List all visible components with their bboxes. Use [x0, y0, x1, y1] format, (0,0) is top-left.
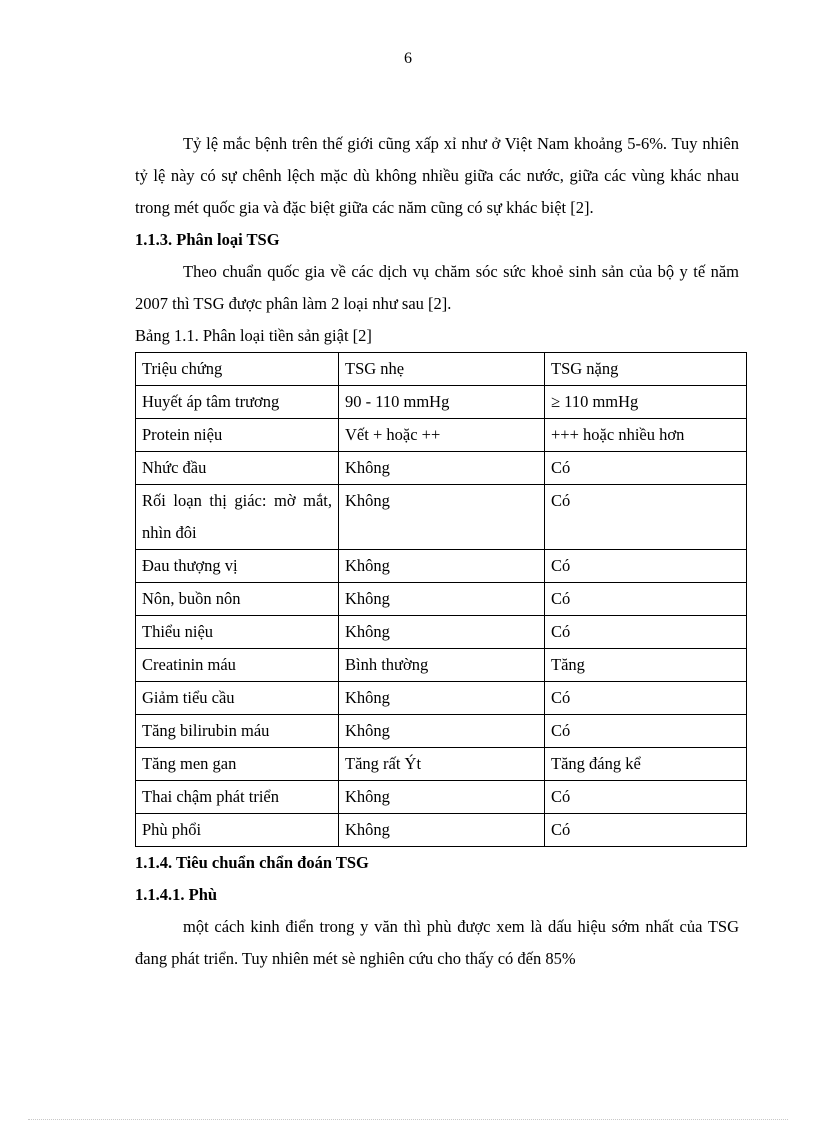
classification-paragraph: Theo chuẩn quốc gia về các dịch vụ chăm sóc sức khoẻ sinh sản của bộ y tế năm 2007 thì TSG được phân làm 2 loại như sau [2]. [135, 262, 739, 313]
table-row [136, 715, 747, 748]
cell-mild: Không [339, 550, 545, 583]
table-row [136, 682, 747, 715]
cell-severe: Có [545, 682, 747, 715]
table-row [136, 616, 747, 649]
cell-symptom: Giảm tiểu cầu [136, 682, 339, 715]
table-row [136, 419, 747, 452]
cell-mild: 90 - 110 mmHg [339, 386, 545, 419]
cell-severe: Có [545, 485, 747, 550]
edema-paragraph: một cách kinh điển trong y văn thì phù được xem là dấu hiệu sớm nhất của TSG đang phát triển. Tuy nhiên mét sè nghiên cứu cho thấy có đến 85% [135, 917, 739, 968]
cell-symptom: Thiểu niệu [136, 616, 339, 649]
cell-symptom: Phù phổi [136, 814, 339, 847]
cell-mild: Không [339, 682, 545, 715]
cell-severe: Có [545, 550, 747, 583]
section-heading-1-1-3: 1.1.3. Phân loại TSG [135, 230, 280, 249]
cell-mild: Không [339, 452, 545, 485]
cell-symptom: Nhức đầu [136, 452, 339, 485]
table-header-row [136, 353, 747, 386]
table-row [136, 386, 747, 419]
cell-severe: Tăng [545, 649, 747, 682]
tsg-classification-table [135, 352, 747, 847]
cell-severe: Tăng đáng kể [545, 748, 747, 781]
cell-mild: Không [339, 583, 545, 616]
cell-symptom: Creatinin máu [136, 649, 339, 682]
table-row [136, 485, 747, 550]
table-row [136, 748, 747, 781]
cell-mild: Tăng rất Ýt [339, 748, 545, 781]
cell-severe: Có [545, 715, 747, 748]
section-heading-1-1-4-1: 1.1.4.1. Phù [135, 885, 218, 904]
cell-mild: Không [339, 715, 545, 748]
cell-severe: Có [545, 583, 747, 616]
cell-mild: Không [339, 781, 545, 814]
cell-symptom: Nôn, buồn nôn [136, 583, 339, 616]
intro-paragraph: Tỷ lệ mắc bệnh trên thế giới cũng xấp xỉ như ở Việt Nam khoảng 5-6%. Tuy nhiên tỷ lệ này có sự chênh lệch mặc dù không nhiều giữa các nước, giữa các vùng khác nhau trong mét quốc gia và đặc biệt giữa các năm cũng có sự khác biệt [2]. [135, 134, 739, 217]
table-row [136, 583, 747, 616]
table-row [136, 649, 747, 682]
table-row [136, 781, 747, 814]
table-caption: Bảng 1.1. Phân loại tiền sản giật [2] [135, 326, 372, 345]
cell-symptom: Protein niệu [136, 419, 339, 452]
cell-mild: Bình thường [339, 649, 545, 682]
header-cell-mild: TSG nhẹ [339, 353, 545, 386]
cell-symptom: Huyết áp tâm trương [136, 386, 339, 419]
cell-mild: Không [339, 814, 545, 847]
header-cell-symptom: Triệu chứng [136, 353, 339, 386]
section-heading-1-1-4: 1.1.4. Tiêu chuẩn chẩn đoán TSG [135, 853, 369, 872]
header-cell-severe: TSG nặng [545, 353, 747, 386]
cell-symptom: Tăng men gan [136, 748, 339, 781]
cell-mild: Không [339, 616, 545, 649]
cell-symptom: Rối loạn thị giác: mờ mắt, nhìn đôi [136, 485, 339, 550]
document-body [135, 128, 739, 975]
page-number: 6 [404, 50, 412, 67]
cell-severe: +++ hoặc nhiều hơn [545, 419, 747, 452]
cell-mild: Không [339, 485, 545, 550]
table-row [136, 452, 747, 485]
cell-severe: Có [545, 781, 747, 814]
cell-mild: Vết + hoặc ++ [339, 419, 545, 452]
cell-severe: Có [545, 814, 747, 847]
cell-symptom: Tăng bilirubin máu [136, 715, 339, 748]
page-bottom-divider [28, 1119, 788, 1120]
cell-severe: ≥ 110 mmHg [545, 386, 747, 419]
cell-severe: Có [545, 616, 747, 649]
cell-symptom: Thai chậm phát triển [136, 781, 339, 814]
table-row [136, 550, 747, 583]
table-row [136, 814, 747, 847]
cell-symptom: Đau thượng vị [136, 550, 339, 583]
cell-severe: Có [545, 452, 747, 485]
